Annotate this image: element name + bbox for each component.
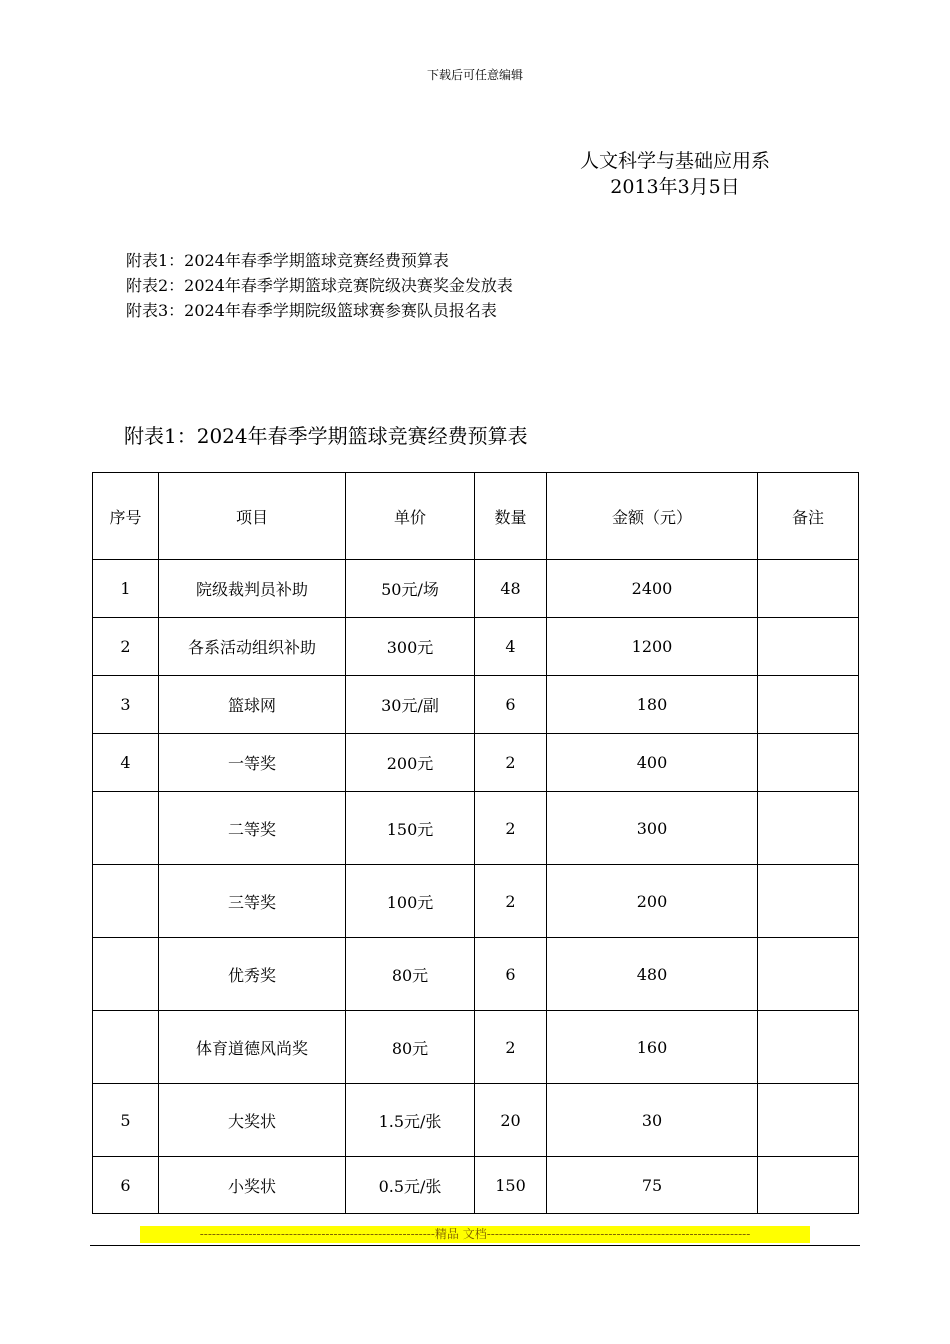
table-cell: 50元/场 xyxy=(346,560,475,618)
header-cell: 序号 xyxy=(93,473,159,560)
table-cell: 6 xyxy=(93,1157,159,1214)
table-cell: 6 xyxy=(475,938,547,1011)
table-cell: 2 xyxy=(93,618,159,676)
table-cell: 0.5元/张 xyxy=(346,1157,475,1214)
table-cell: 480 xyxy=(547,938,758,1011)
table-cell xyxy=(93,1011,159,1084)
table-row xyxy=(93,1157,859,1214)
table-row xyxy=(93,792,859,865)
table-cell: 48 xyxy=(475,560,547,618)
table-row xyxy=(93,1011,859,1084)
table-cell: 1 xyxy=(93,560,159,618)
table-cell: 4 xyxy=(475,618,547,676)
table-cell xyxy=(758,1084,859,1157)
table-cell: 30元/副 xyxy=(346,676,475,734)
header-cell: 金额（元） xyxy=(547,473,758,560)
table-cell xyxy=(93,792,159,865)
table-cell: 1200 xyxy=(547,618,758,676)
header-cell: 数量 xyxy=(475,473,547,560)
header-cell: 单价 xyxy=(346,473,475,560)
table-cell: 小奖状 xyxy=(159,1157,346,1214)
table-cell xyxy=(758,1157,859,1214)
table-cell xyxy=(758,618,859,676)
table-cell: 一等奖 xyxy=(159,734,346,792)
footer-watermark: ----------------------------------------------------------精品 文档----------------------------------------------------------------- xyxy=(140,1226,810,1243)
table-cell: 4 xyxy=(93,734,159,792)
table-cell: 二等奖 xyxy=(159,792,346,865)
table-cell xyxy=(758,734,859,792)
table-cell: 400 xyxy=(547,734,758,792)
table-cell: 3 xyxy=(93,676,159,734)
signature-block xyxy=(540,148,810,200)
table-cell: 1.5元/张 xyxy=(346,1084,475,1157)
table-cell: 80元 xyxy=(346,1011,475,1084)
table-cell: 20 xyxy=(475,1084,547,1157)
table-title: 附表1：2024年春季学期篮球竞赛经费预算表 xyxy=(124,424,528,448)
table-cell: 150 xyxy=(475,1157,547,1214)
table-cell: 各系活动组织补助 xyxy=(159,618,346,676)
attachment-item: 附表1：2024年春季学期篮球竞赛经费预算表 xyxy=(126,251,449,270)
header-cell: 项目 xyxy=(159,473,346,560)
table-cell: 院级裁判员补助 xyxy=(159,560,346,618)
table-row xyxy=(93,1084,859,1157)
attachment-list xyxy=(126,248,513,323)
table-row xyxy=(93,676,859,734)
table-cell xyxy=(758,676,859,734)
table-cell xyxy=(758,1011,859,1084)
table-cell xyxy=(758,560,859,618)
table-cell: 体育道德风尚奖 xyxy=(159,1011,346,1084)
table-cell: 300 xyxy=(547,792,758,865)
table-cell: 80元 xyxy=(346,938,475,1011)
table-row xyxy=(93,938,859,1011)
table-cell xyxy=(758,792,859,865)
table-cell: 2 xyxy=(475,1011,547,1084)
attachment-item: 附表3：2024年春季学期院级篮球赛参赛队员报名表 xyxy=(126,301,497,320)
table-cell: 优秀奖 xyxy=(159,938,346,1011)
table-cell xyxy=(758,865,859,938)
table-cell: 200元 xyxy=(346,734,475,792)
table-header-row xyxy=(93,473,859,560)
table-cell: 300元 xyxy=(346,618,475,676)
table-cell: 2 xyxy=(475,792,547,865)
table-row xyxy=(93,865,859,938)
table-cell: 大奖状 xyxy=(159,1084,346,1157)
table-cell: 75 xyxy=(547,1157,758,1214)
attachment-item: 附表2：2024年春季学期篮球竞赛院级决赛奖金发放表 xyxy=(126,276,513,295)
table-row xyxy=(93,618,859,676)
table-cell xyxy=(758,938,859,1011)
table-cell: 篮球网 xyxy=(159,676,346,734)
budget-table xyxy=(92,472,859,1214)
signature-date: 2013年3月5日 xyxy=(610,176,740,198)
table-row xyxy=(93,734,859,792)
table-cell xyxy=(93,865,159,938)
header-cell: 备注 xyxy=(758,473,859,560)
table-cell: 100元 xyxy=(346,865,475,938)
table-cell: 2 xyxy=(475,865,547,938)
table-cell: 6 xyxy=(475,676,547,734)
table-row xyxy=(93,560,859,618)
table-cell: 2 xyxy=(475,734,547,792)
table-cell: 180 xyxy=(547,676,758,734)
table-cell: 30 xyxy=(547,1084,758,1157)
header-note: 下载后可任意编辑 xyxy=(426,68,523,82)
table-cell xyxy=(93,938,159,1011)
table-cell: 2400 xyxy=(547,560,758,618)
table-cell: 200 xyxy=(547,865,758,938)
table-cell: 160 xyxy=(547,1011,758,1084)
table-cell: 三等奖 xyxy=(159,865,346,938)
table-cell: 150元 xyxy=(346,792,475,865)
signature-department: 人文科学与基础应用系 xyxy=(579,150,770,172)
table-cell: 5 xyxy=(93,1084,159,1157)
footer-divider xyxy=(90,1245,860,1246)
